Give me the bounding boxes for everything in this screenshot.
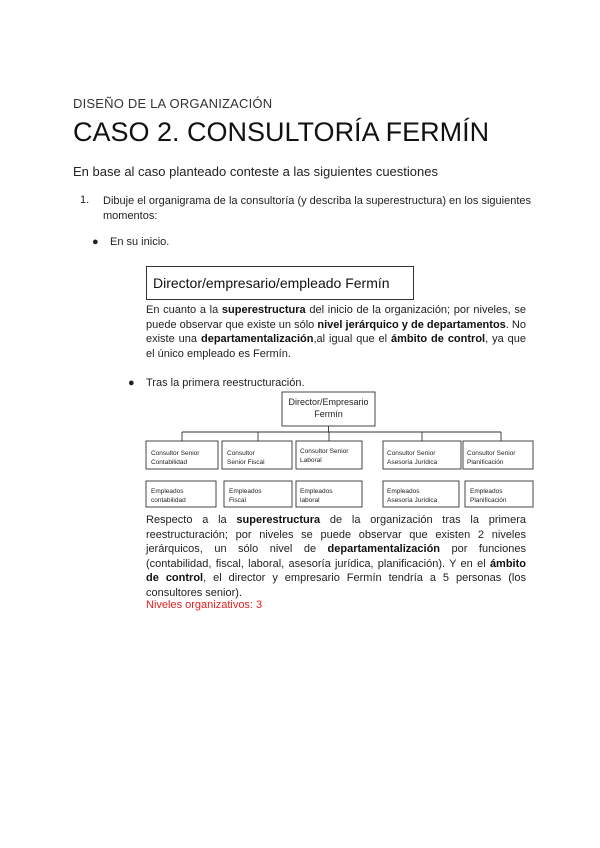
question-text: Dibuje el organigrama de la consultoría (y describa la superestructura) en los siguientes momentos: (103, 195, 532, 222)
employee-box: Planificación (470, 497, 507, 504)
paragraph-start: En cuanto a la superestructura del inicio de la organización; por niveles, se puede observar que existe un sólo nivel jerárquico y de departamentos. No existe una departamentalización,al igual que el ámbito de control, ya que el único empleado es Fermín. (146, 304, 527, 360)
employee-box: Empleados (229, 488, 262, 495)
bullet-label-start: En su inicio. (110, 236, 170, 248)
employee-box: Empleados (470, 488, 503, 495)
org-top-line2: Fermín (314, 409, 343, 419)
employee-box: contabilidad (151, 497, 186, 504)
director-box: Director/empresario/empleado Fermín (146, 266, 414, 300)
employee-box: laboral (300, 497, 320, 504)
senior-box: Consultor Senior (300, 448, 349, 455)
senior-box: Asesoría Jurídica (387, 459, 438, 466)
paragraph-restructure: Respecto a la superestructura de la organización tras la primera reestructuración; por niveles se puede observar que existen 2 niveles jerárquicos, un sólo nivel de departamentalización por funciones (contabilidad, fiscal, laboral, asesoría jurídica, planificación). Y en el ámbito de control, el director y empresario Fermín tendría a 5 personas (los consultores senior). (146, 514, 526, 599)
levels-note: Niveles organizativos: 3 (146, 599, 263, 611)
bullet-icon: ● (128, 377, 135, 389)
senior-box: Consultor (227, 450, 255, 457)
senior-box: Consultor Senior (467, 450, 516, 457)
org-top-line1: Director/Empresario (288, 397, 369, 407)
senior-box: Planificación (467, 459, 504, 466)
section-subtitle: DISEÑO DE LA ORGANIZACIÓN (73, 96, 273, 111)
senior-box: Senior Fiscal (227, 459, 265, 466)
page-title: CASO 2. CONSULTORÍA FERMÍN (73, 117, 490, 147)
senior-box: Laboral (300, 457, 322, 464)
employee-box: Empleados (151, 488, 184, 495)
bullet-label-restructure: Tras la primera reestructuración. (146, 377, 305, 389)
senior-box: Contabilidad (151, 459, 188, 466)
employee-box: Empleados (300, 488, 333, 495)
senior-box: Consultor Senior (151, 450, 200, 457)
senior-box: Consultor Senior (387, 450, 436, 457)
question-number: 1. (80, 194, 90, 206)
bullet-icon: ● (92, 236, 99, 248)
employee-box: Asesoría Jurídica (387, 497, 438, 504)
employee-box: Fiscal (229, 497, 246, 504)
employee-box: Empleados (387, 488, 420, 495)
intro-text: En base al caso planteado conteste a las siguientes cuestiones (73, 164, 438, 179)
